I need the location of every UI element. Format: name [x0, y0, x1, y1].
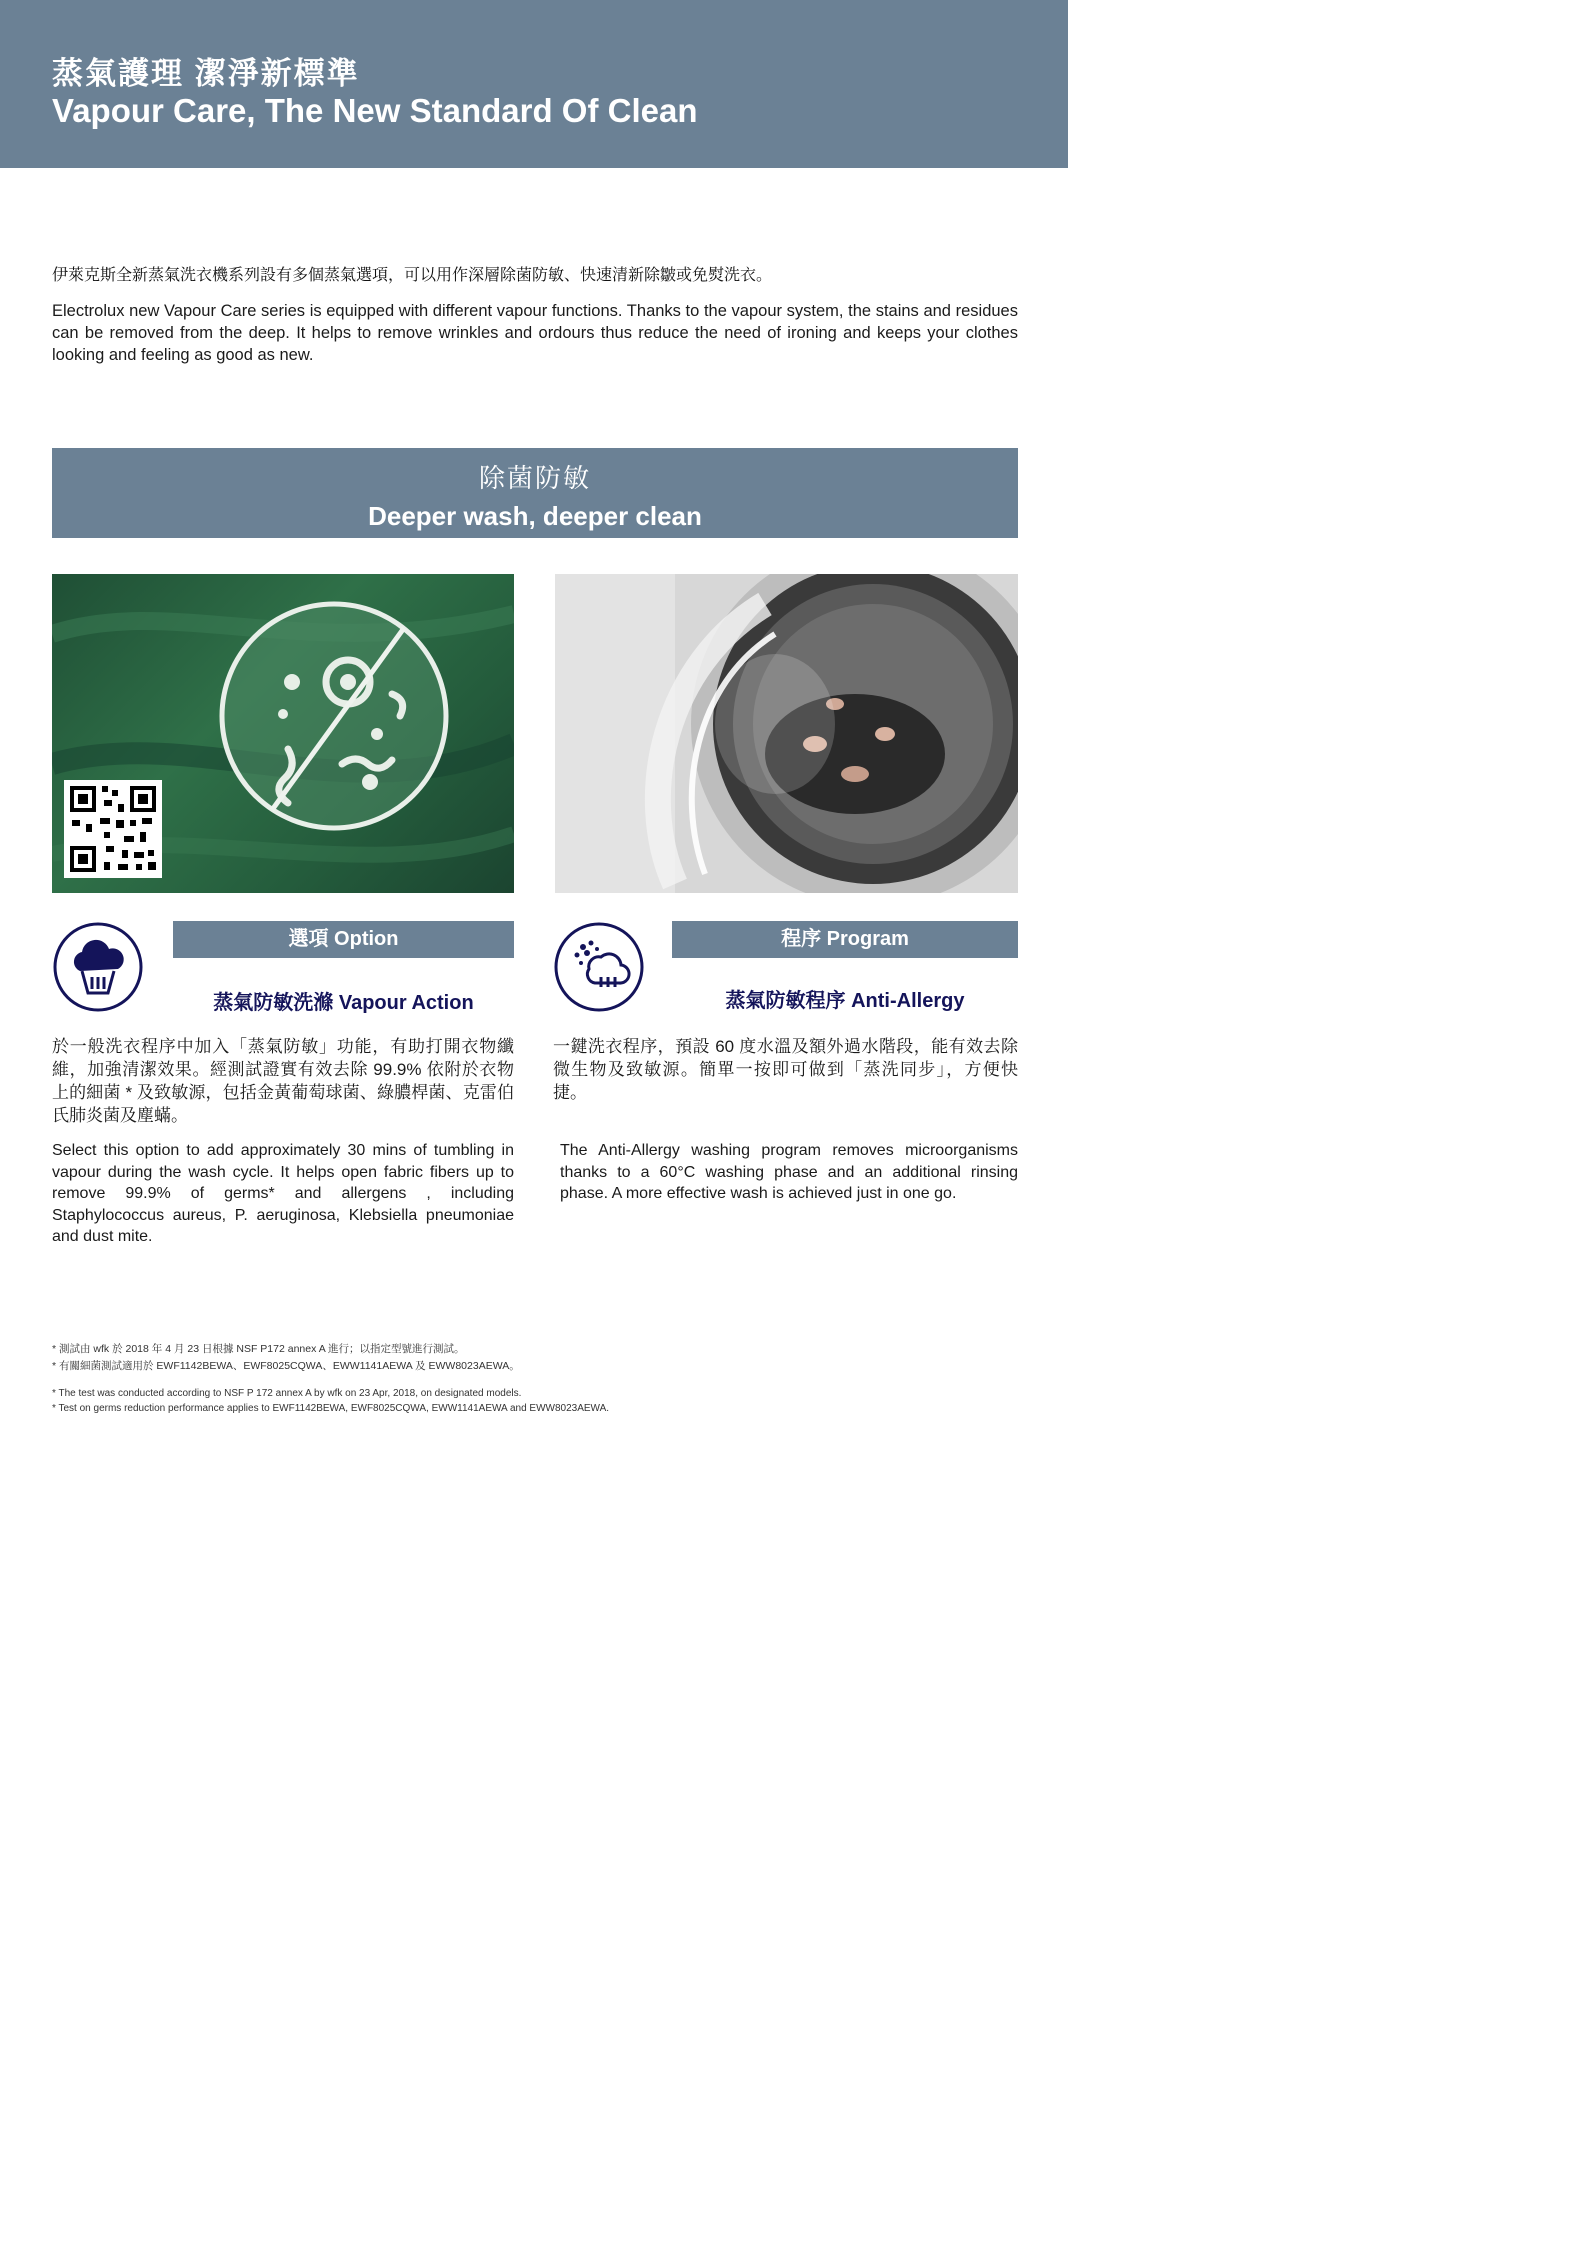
qr-code-icon: [64, 780, 162, 878]
section-title-en: Deeper wash, deeper clean: [368, 501, 702, 531]
program-title: 蒸氣防敏程序 Anti-Allergy: [725, 990, 965, 1012]
fabric-germ-image: [52, 574, 514, 893]
option-body-zh: 於一般洗衣程序中加入「蒸氣防敏」功能，有助打開衣物纖維，加強清潔效果。經測試證實有效去除 99.9% 依附於衣物上的細菌 * 及致敏源，包括金黃葡萄球菌、綠膿桿菌、克雷伯氏肺炎菌及塵蟎。: [52, 1037, 514, 1125]
anti-allergy-icon: [553, 921, 645, 1013]
footnote-zh-2: * 有關細菌測試適用於 EWF1142BEWA、EWF8025CQWA、EWW1141AEWA 及 EWW8023AEWA。: [52, 1360, 520, 1372]
option-chip: 選項 Option: [173, 921, 514, 958]
washing-machine-drum-photo: [555, 574, 1018, 893]
option-title: 蒸氣防敏洗滌 Vapour Action: [213, 992, 474, 1014]
footnote-en-1: * The test was conducted according to NSF P 172 annex A by wfk on 23 Apr, 2018, on designated models.: [52, 1388, 522, 1399]
program-body-en: The Anti-Allergy washing program removes microorganisms thanks to a 60°C washing phase and an additional rinsing phase. A more effective wash is achieved just in one go.: [560, 1142, 1018, 1202]
washing-machine-image: [555, 574, 1018, 893]
germ-crossed-icon: [222, 604, 446, 828]
program-body-zh: 一鍵洗衣程序，預設 60 度水溫及額外過水階段，能有效去除微生物及致敏源。簡單一按即可做到「蒸洗同步」，方便快捷。: [553, 1037, 1018, 1102]
hero-title-en: Vapour Care, The New Standard Of Clean: [52, 92, 698, 129]
option-body-en: Select this option to add approximately 30 mins of tumbling in vapour during the wash cycle. It helps open fabric fibers up to remove 99.9% of germs* and allergens , including Staphylococcus aureus, P. aeruginosa, Klebsiella pneumoniae and dust mite.: [52, 1142, 514, 1245]
section-banner: [52, 448, 1018, 538]
intro-text-zh: 伊萊克斯全新蒸氣洗衣機系列設有多個蒸氣選項，可以用作深層除菌防敏、快速清新除皺或免熨洗衣。: [52, 267, 773, 284]
hero-title-zh: 蒸氣護理 潔淨新標準: [52, 56, 360, 91]
steam-cloud-icon: [52, 921, 144, 1013]
program-chip: 程序 Program: [672, 921, 1018, 958]
hero-banner: [0, 0, 1068, 168]
footnote-zh-1: * 測試由 wfk 於 2018 年 4 月 23 日根據 NSF P172 annex A 進行；以指定型號進行測試。: [52, 1343, 465, 1355]
section-title-zh: 除菌防敏: [478, 463, 591, 493]
footnote-en-2: * Test on germs reduction performance applies to EWF1142BEWA, EWF8025CQWA, EWW1141AEWA and EWW8023AEWA.: [52, 1403, 610, 1414]
intro-text-en: Electrolux new Vapour Care series is equipped with different vapour functions. Thanks to the vapour system, the stains and residues can be removed from the deep. It helps to remove wrinkles and ordours thus reduce the need of ironing and keeps your clothes looking and feeling as good as new.: [52, 302, 1018, 364]
program-icon-wrap: [553, 921, 645, 1018]
option-icon-wrap: [52, 921, 144, 1018]
qr-code[interactable]: [64, 780, 162, 878]
